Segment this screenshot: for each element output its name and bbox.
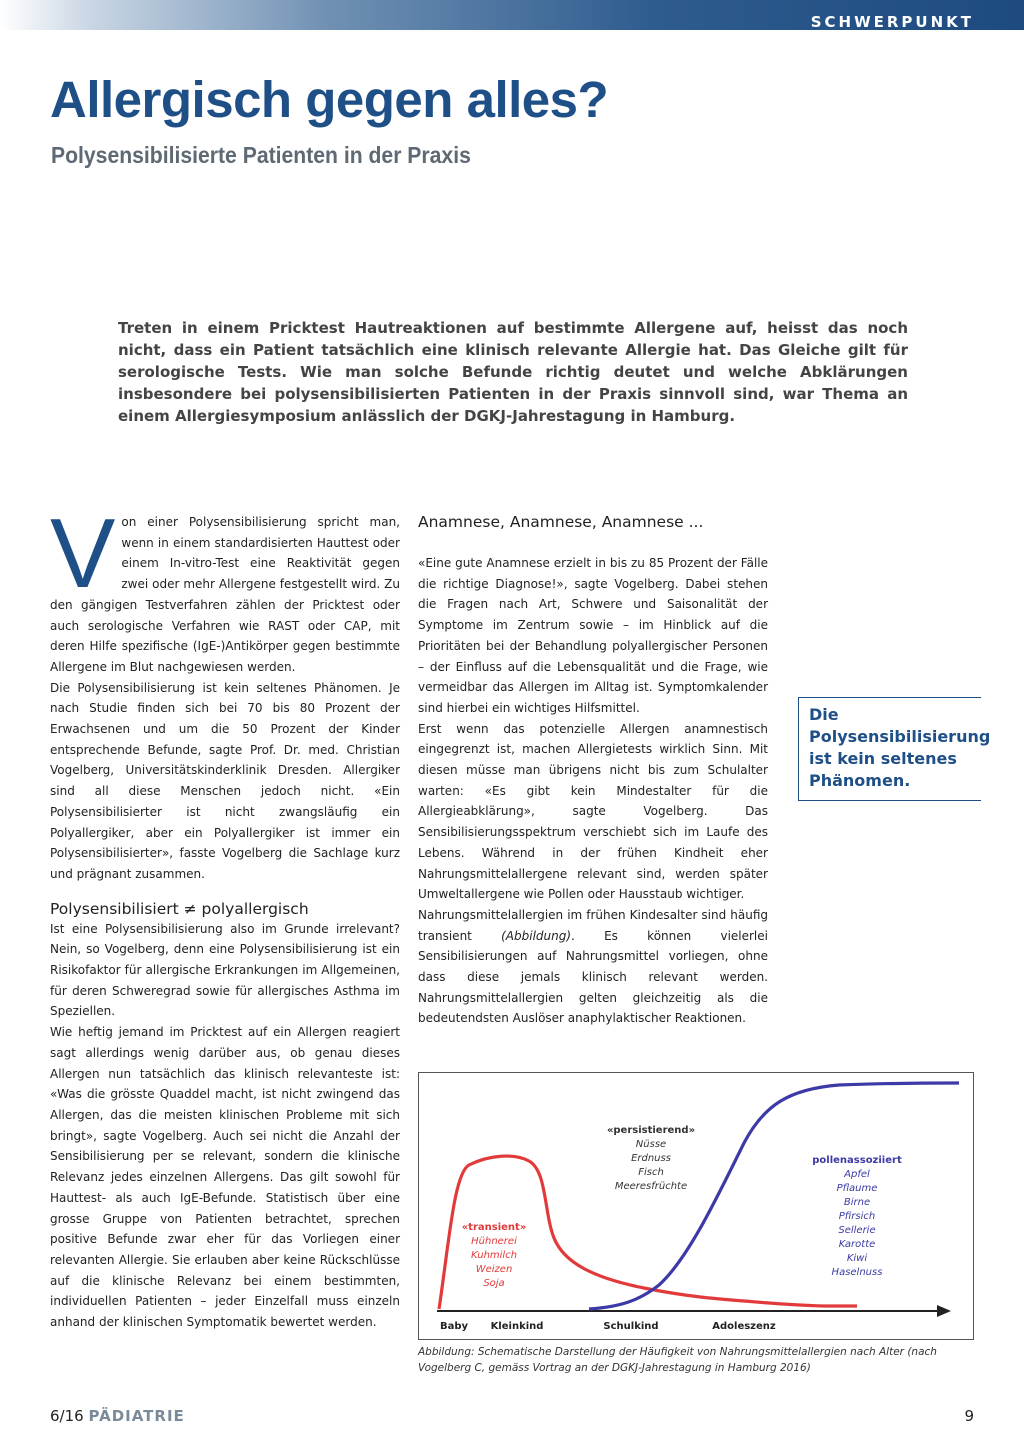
paragraph: «Eine gute Anamnese erzielt in bis zu 85 Prozent der Fälle die richtige Diagnose!», sagte Vogelberg. Dabei stehen die Fragen nach Art, Schwere und Saisonalität der Symptome im Zentrum sowie – im Hinblick auf die Prioritäten bei der Behandlung polyallergischer Personen – der Einfluss auf die Lebensqualität und die Frage, wie vermeidbar das Allergen im Alltag ist. Symptomkalender sind hierbei ein wichtiges Hilfsmittel. — [418, 556, 768, 715]
annotation-label: «persistierend» — [606, 1125, 696, 1136]
x-tick-label: Baby — [439, 1321, 469, 1332]
drop-cap: V — [50, 498, 116, 608]
article-lead: Treten in einem Pricktest Hautreaktionen auf bestimmte Allergene auf, heisst das noch nicht, dass ein Patient tatsächlich eine klinisch relevante Allergie hat. Das Gleiche gilt für serologische Tests. Wie man solche Befunde richtig deutet und welche Abklärungen insbesondere bei polysensibilisierten Patienten in der Praxis sinnvoll sind, war Thema an einem Allergiesymposium anlässlich der DGKJ-Jahrestagung in Hamburg. — [118, 319, 908, 425]
paragraph: Ist eine Polysensibilisierung also im Grunde irrelevant? Nein, so Vogelberg, denn eine Polysensibilisierung ist ein Risikofaktor für allergische Erkrankungen im Allgemeinen, für deren Schweregrad sowie für allergisches Asthma im Speziellen. — [50, 921, 400, 1019]
annotation-item: Meeresfrüchte — [614, 1181, 688, 1192]
subheading: Polysensibilisiert ≠ polyallergisch — [50, 899, 309, 918]
annotation-item: Weizen — [475, 1264, 513, 1275]
x-axis-arrow — [937, 1305, 951, 1317]
article-subtitle: Polysensibilisierte Patienten in der Praxis — [51, 142, 471, 168]
annotation-item: Karotte — [838, 1239, 876, 1250]
annotation-item: Nüsse — [635, 1139, 667, 1150]
annotation-item: Haselnuss — [831, 1267, 883, 1278]
paragraph-text: Nahrungsmittelallergien im frühen Kindesalter sind häufig transient — [418, 907, 768, 943]
annotation-item: Fisch — [638, 1167, 664, 1178]
x-tick-label: Schulkind — [603, 1321, 659, 1332]
x-tick-label: Adoleszenz — [712, 1321, 776, 1332]
annotation-item: Apfel — [844, 1169, 870, 1180]
subheading: Anamnese, Anamnese, Anamnese ... — [418, 513, 704, 531]
chart-svg — [419, 1073, 975, 1341]
x-tick-label: Kleinkind — [490, 1321, 544, 1332]
annotation-item: Birne — [843, 1197, 871, 1208]
annotation-item: Soja — [483, 1278, 505, 1289]
annotation-item: Pflaume — [836, 1183, 878, 1194]
page-number: 9 — [964, 1407, 974, 1425]
column-right — [418, 553, 768, 1029]
article-title: Allergisch gegen alles? — [50, 71, 609, 128]
paragraph: Wie heftig jemand im Pricktest auf ein Allergen reagiert sagt allerdings wenig darüber aus, ob genau dieses Allergen nun tatsächlich das klinisch relevanteste ist: «Was die grösste Quaddel macht, ist nicht zwingend das Allergen, das die meisten klinischen Probleme mit sich bringt», sagte Vogelberg. Auch sei nicht die Anzahl der Sensibilisierung per se relevant, sondern die klinische Relevanz jedes einzelnen Allergens. Das gilt sowohl für Hauttest- als auch IgE-Befunde. Statistisch über eine grosse Gruppe von Patienten betrachtet, sprechen positive Befunde zwar eher für das Vorliegen einer relevanten Allergie. Sie erlauben aber keine Rückschlüsse auf die klinische Relevanz bei einem bestimmten, individuellen Patienten – jeder Einzelfall muss einzeln anhand der klinischen Symptomatik bewertet werden. — [50, 1025, 400, 1330]
paragraph — [418, 905, 768, 1029]
paragraph: Die Polysensibilisierung ist kein seltenes Phänomen. Je nach Studie finden sich bei 70 bis 80 Prozent der Erwachsenen und um die 50 Prozent der Kinder entsprechende Befunde, sagte Prof. Dr. med. Christian Vogelberg, Universitätskinderklinik Dresden. Allergiker sind all diese Menschen jedoch nicht. «Ein Polysensibilisierter ist nicht zwangsläufig ein Polyallergiker, aber ein Polyallergiker ist immer ein Polysensibilisierter», fasste Vogelberg die Sachlage kurz und prägnant zusammen. — [50, 680, 400, 881]
paragraph-text: on einer Polysensibilisierung spricht man, wenn in einem standardisierten Hauttest oder einem In-vitro-Test eine Reaktivität gegen zwei oder mehr Allergene festgestellt wird. Zu den gängigen Testverfahren zählen der Pricktest oder auch serologische Verfahren wie RAST oder CAP, mit deren Hilfe spezifische (IgE-)Antikörper gegen bestimmte Allergene im Blut nachgewiesen werden. — [50, 515, 400, 674]
section-label: SCHWERPUNKT — [810, 13, 974, 31]
annotation-label: «transient» — [461, 1222, 527, 1233]
figure-caption: Abbildung: Schematische Darstellung der Häufigkeit von Nahrungsmittelallergien nach Alter (nach Vogelberg C, gemäss Vortrag an der DGKJ-Jahrestagung in Hamburg 2016) — [418, 1346, 937, 1374]
figure-reference: (Abbildung) — [501, 928, 572, 943]
annotation-item: Kiwi — [846, 1253, 868, 1264]
issue-number: 6/16 — [50, 1407, 84, 1425]
series-persistent-line — [744, 1301, 857, 1306]
column-left — [50, 498, 400, 1333]
annotation-item: Pfirsich — [838, 1211, 876, 1222]
annotation-item: Sellerie — [838, 1225, 876, 1236]
paragraph-text: . Es können vielerlei Sensibilisierungen auf Nahrungsmittel vorliegen, ohne dass diese jemals klinisch relevant werden. Nahrungsmittelallergien gelten gleichzeitig als die bedeutendsten Auslöser anaphylaktischer Reaktionen. — [418, 928, 768, 1026]
paragraph: Erst wenn das potenzielle Allergen anamnestisch eingegrenzt ist, machen Allergietests wirklich Sinn. Mit diesen müsse man übrigens nicht bis zum Schulalter warten: «Es gibt kein Mindestalter für die Allergieabklärung», sagte Vogelberg. Das Sensibilisierungsspektrum verschiebt sich im Laufe des Lebens. Während in der frühen Kindheit eher Nahrungsmittelallergene relevant sind, werden später Umweltallergene wie Pollen oder Hausstaub wichtiger. — [418, 721, 768, 902]
annotation-item: Erdnuss — [631, 1153, 671, 1164]
annotation-label: pollenassoziiert — [812, 1155, 902, 1166]
pull-quote: Die Polysensibilisierung ist kein seltenes Phänomen. — [798, 697, 981, 801]
series-pollen-line — [589, 1083, 959, 1309]
annotation-item: Kuhmilch — [470, 1250, 518, 1261]
paragraph — [50, 498, 400, 678]
annotation-item: Hühnerei — [471, 1236, 517, 1247]
footer-issue — [50, 1407, 185, 1425]
magazine-name: PÄDIATRIE — [88, 1407, 185, 1425]
figure-chart — [418, 1072, 974, 1340]
